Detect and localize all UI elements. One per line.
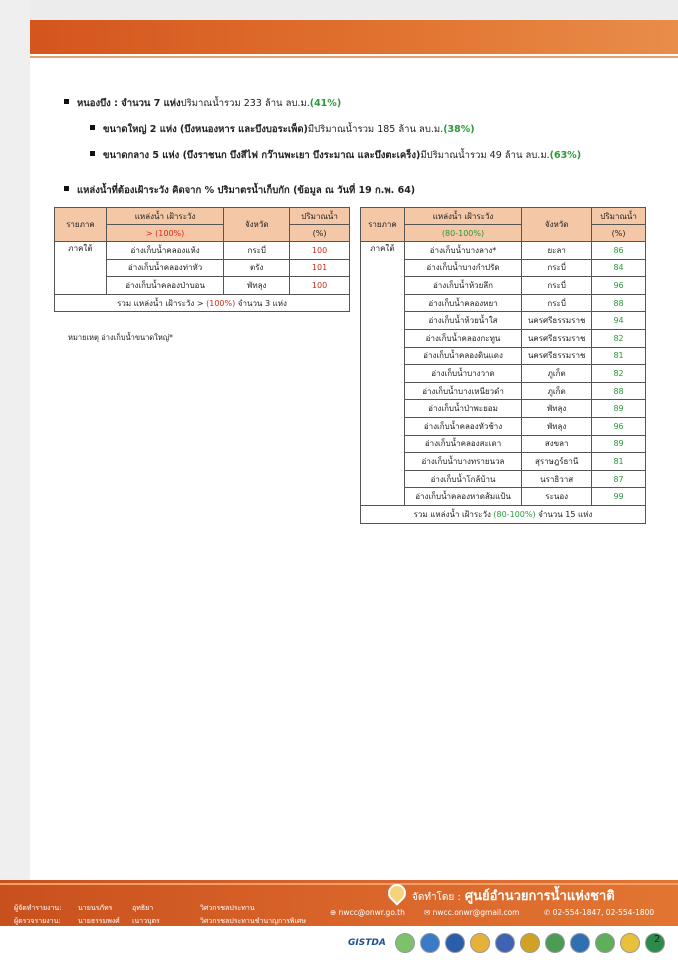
checked-label: ผู้ตรวจรายงาน: — [14, 917, 61, 925]
total-prefix: รวม แหล่งน้ำ เฝ้าระวัง > — [117, 298, 207, 308]
top-band — [0, 0, 678, 20]
province-cell: กระบี่ — [522, 277, 592, 295]
source-name: อ่างเก็บน้ำคลองดินแดง — [404, 347, 521, 365]
mail-icon: ✉ — [424, 908, 433, 917]
footnote: หมายเหตุ อ่างเก็บน้ำขนาดใหญ่* — [68, 333, 173, 342]
gistda-logo: GISTDA — [348, 938, 386, 948]
header-volume: ปริมาณน้ำ — [592, 208, 646, 225]
source-name: อ่างเก็บน้ำคลองหยา — [404, 294, 521, 312]
email-text: nwcc.onwr@gmail.com — [432, 908, 520, 917]
province-cell: นครศรีธรรมราช — [522, 329, 592, 347]
source-name: อ่างเก็บน้ำบางทรายนวล — [404, 453, 521, 471]
summary-text: มีปริมาณน้ำรวม 185 ล้าน ลบ.ม. — [307, 124, 444, 135]
source-name: อ่างเก็บน้ำคลองหาดส้มแป้น — [404, 488, 521, 506]
summary-large — [90, 122, 654, 137]
source-name: อ่างเก็บน้ำคลองแห้ง — [106, 242, 224, 260]
page-footer — [0, 880, 678, 960]
table-row — [361, 242, 646, 260]
source-name: อ่างเก็บน้ำป่าพะยอม — [404, 400, 521, 418]
region-cell: ภาคใต้ — [361, 242, 405, 506]
brand-title — [412, 885, 615, 906]
partner-logo-icon — [595, 933, 615, 953]
phone-contact — [544, 908, 654, 917]
watch-table-body — [361, 242, 646, 506]
volume-value: 81 — [592, 453, 646, 471]
source-name: อ่างเก็บน้ำคลองสะเดา — [404, 435, 521, 453]
summary-label: ขนาดกลาง 5 แห่ง (บึงราชนก บึงสีไฟ กว๊านพะเยา บึงระมาณ และบึงตะเคร็ง) — [103, 150, 421, 161]
volume-value: 89 — [592, 400, 646, 418]
volume-value: 94 — [592, 312, 646, 330]
province-cell: กระบี่ — [522, 294, 592, 312]
summary-section — [64, 96, 654, 208]
volume-value: 88 — [592, 294, 646, 312]
volume-value: 82 — [592, 365, 646, 383]
source-name: อ่างเก็บน้ำห้วยลึก — [404, 277, 521, 295]
brand-name: ศูนย์อำนวยการน้ำแห่งชาติ — [464, 889, 615, 904]
volume-value: 89 — [592, 435, 646, 453]
prepared-role: วิศวกรชลประทาน — [200, 904, 255, 912]
source-name: อ่างเก็บน้ำบางเหนียวดำ — [404, 382, 521, 400]
watch-section-title — [64, 183, 654, 198]
header-province: จังหวัด — [224, 208, 290, 242]
province-cell: ตรัง — [224, 259, 290, 277]
partner-logos — [348, 928, 665, 958]
partner-logo-icon — [420, 933, 440, 953]
website-text: nwcc@onwr.go.th — [338, 908, 405, 917]
volume-value: 100 — [290, 242, 350, 260]
volume-value: 86 — [592, 242, 646, 260]
partner-logo-icon — [520, 933, 540, 953]
source-name: อ่างเก็บน้ำบางวาด — [404, 365, 521, 383]
summary-label: ขนาดใหญ่ 2 แห่ง (บึงหนองหาร และบึงบอระเพ็ด) — [103, 124, 308, 135]
province-cell: สงขลา — [522, 435, 592, 453]
brand-prefix: จัดทำโดย : — [412, 892, 461, 903]
partner-logo-icon — [620, 933, 640, 953]
table-row — [55, 242, 350, 260]
prepared-name-last: อุทธิยา — [132, 904, 154, 912]
total-percent: (80-100%) — [493, 509, 536, 519]
partner-logo-icon — [470, 933, 490, 953]
summary-percent: (41%) — [309, 98, 342, 109]
partner-logo-icon — [570, 933, 590, 953]
source-name: อ่างเก็บน้ำบางลาง* — [404, 242, 521, 260]
province-cell: ระนอง — [522, 488, 592, 506]
globe-icon: ⊕ — [330, 908, 339, 917]
header-source: แหล่งน้ำ เฝ้าระวัง — [106, 208, 224, 225]
region-cell: ภาคใต้ — [55, 242, 107, 295]
summary-text: มีปริมาณน้ำรวม 49 ล้าน ลบ.ม. — [420, 150, 550, 161]
prepared-label: ผู้จัดทำรายงาน: — [14, 904, 62, 912]
province-cell: พัทลุง — [224, 277, 290, 295]
partner-logo-icon — [395, 933, 415, 953]
bullet-square-icon — [64, 186, 69, 191]
volume-value: 96 — [592, 417, 646, 435]
table-watch-range — [360, 207, 646, 524]
total-cell — [55, 294, 350, 312]
province-cell: กระบี่ — [224, 242, 290, 260]
volume-value: 100 — [290, 277, 350, 295]
bullet-square-icon — [64, 99, 69, 104]
table-over-capacity — [54, 207, 350, 312]
prepared-name-first: นายนรภัทร — [78, 904, 113, 912]
summary-nongbueng — [64, 96, 654, 111]
header-volume-unit: (%) — [290, 225, 350, 242]
source-name: อ่างเก็บน้ำโกล้บ้าน — [404, 470, 521, 488]
partner-logo-icon — [495, 933, 515, 953]
bullet-square-icon — [90, 125, 95, 130]
province-cell: กระบี่ — [522, 259, 592, 277]
volume-value: 87 — [592, 470, 646, 488]
website-contact — [330, 908, 405, 917]
page-number: 2 — [654, 934, 661, 945]
bullet-square-icon — [90, 151, 95, 156]
province-cell: สุราษฎร์ธานี — [522, 453, 592, 471]
province-cell: ยะลา — [522, 242, 592, 260]
phone-icon: ✆ — [544, 908, 553, 917]
summary-percent: (63%) — [549, 150, 582, 161]
header-province: จังหวัด — [522, 208, 592, 242]
summary-percent: (38%) — [443, 124, 475, 135]
summary-label: หนองบึง : จำนวน 7 แห่ง — [77, 98, 181, 109]
header-source: แหล่งน้ำ เฝ้าระวัง — [404, 208, 521, 225]
section-title: แหล่งน้ำที่ต้องเฝ้าระวัง คิดจาก % ปริมาตรน้ำเก็บกัก (ข้อมูล ณ วันที่ 19 ก.พ. 64) — [77, 185, 416, 196]
total-suffix: จำนวน 15 แห่ง — [535, 509, 593, 519]
total-cell — [361, 505, 646, 523]
partner-logo-icon — [545, 933, 565, 953]
header-orange-bar — [30, 20, 678, 54]
source-name: อ่างเก็บน้ำคลองหัวช้าง — [404, 417, 521, 435]
province-cell: พัทลุง — [522, 400, 592, 418]
province-cell: พัทลุง — [522, 417, 592, 435]
left-margin-strip — [0, 0, 30, 880]
volume-value: 82 — [592, 329, 646, 347]
checked-name-first: นายธรรมพงศ์ — [78, 917, 120, 925]
table-total-row — [55, 294, 350, 312]
province-cell: นครศรีธรรมราช — [522, 347, 592, 365]
header-source-range: (80-100%) — [404, 225, 521, 242]
partner-logo-icon — [445, 933, 465, 953]
province-cell: ภูเก็ต — [522, 365, 592, 383]
volume-value: 101 — [290, 259, 350, 277]
source-name: อ่างเก็บน้ำคลองท่าหัว — [106, 259, 224, 277]
table-total-row — [361, 505, 646, 523]
volume-value: 81 — [592, 347, 646, 365]
province-cell: นราธิวาส — [522, 470, 592, 488]
volume-value: 96 — [592, 277, 646, 295]
volume-value: 88 — [592, 382, 646, 400]
source-name: อ่างเก็บน้ำคลองป่าบอน — [106, 277, 224, 295]
source-name: อ่างเก็บน้ำห้วยน้ำใส — [404, 312, 521, 330]
summary-medium — [90, 148, 654, 163]
header-region: รายภาค — [361, 208, 405, 242]
volume-value: 99 — [592, 488, 646, 506]
header-volume: ปริมาณน้ำ — [290, 208, 350, 225]
checked-name-last: เนาวบุตร — [132, 917, 160, 925]
province-cell: ภูเก็ต — [522, 382, 592, 400]
header-accent-line — [30, 56, 678, 58]
volume-value: 84 — [592, 259, 646, 277]
province-cell: นครศรีธรรมราช — [522, 312, 592, 330]
email-contact — [424, 908, 519, 917]
phone-text: 02-554-1847, 02-554-1800 — [552, 908, 655, 917]
total-percent: (100%) — [206, 298, 236, 308]
summary-text: ปริมาณน้ำรวม 233 ล้าน ลบ.ม. — [180, 98, 310, 109]
header-volume-unit: (%) — [592, 225, 646, 242]
checked-role: วิศวกรชลประทานชำนาญการพิเศษ — [200, 917, 306, 925]
total-suffix: จำนวน 3 แห่ง — [235, 298, 287, 308]
header-source-range: > (100%) — [106, 225, 224, 242]
source-name: อ่างเก็บน้ำคลองกะทูน — [404, 329, 521, 347]
total-prefix: รวม แหล่งน้ำ เฝ้าระวัง — [413, 509, 494, 519]
header-region: รายภาค — [55, 208, 107, 242]
source-name: อ่างเก็บน้ำบางกำปรัด — [404, 259, 521, 277]
